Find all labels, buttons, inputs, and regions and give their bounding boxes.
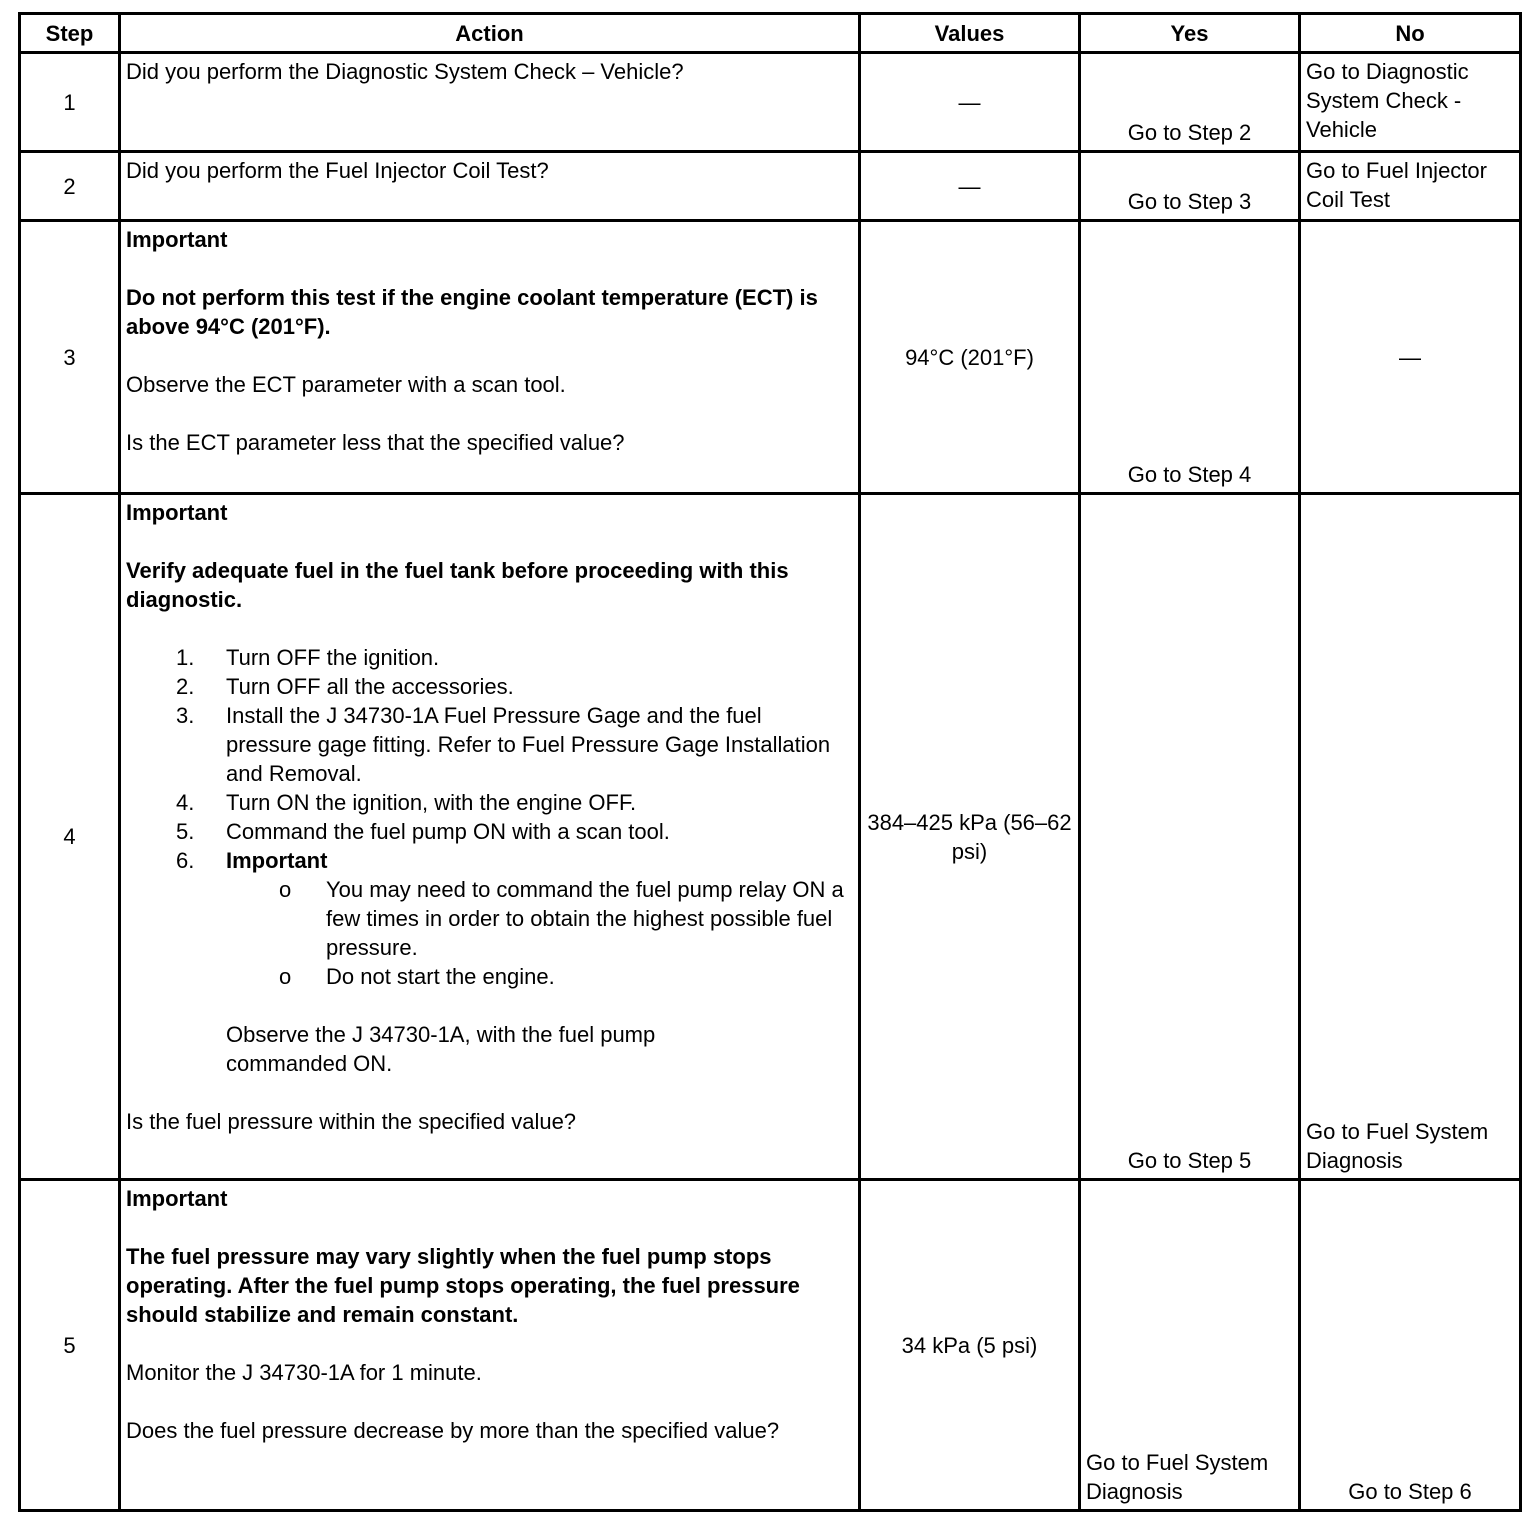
list-item: 3. Install the J 34730-1A Fuel Pressure Gage and the fuel pressure gage fitting. Refer to Fuel Pressure Gage Installation and Removal.: [176, 703, 831, 786]
action-cell: [120, 1180, 860, 1511]
sub-list: [126, 875, 853, 991]
yes-link[interactable]: Go to Step 5: [1080, 494, 1300, 1180]
table-row: [20, 494, 1521, 1180]
value: —: [860, 53, 1080, 152]
table-row: [20, 1180, 1521, 1511]
observe-text: Observe the J 34730-1A, with the fuel pump commanded ON.: [226, 1022, 656, 1076]
list-item: 6. Important o You may need to command the fuel pump relay ON a few times in order to obtain the highest possible fuel pressure. o Do not start the engine.: [126, 846, 853, 991]
instruction: Monitor the J 34730-1A for 1 minute.: [126, 1360, 482, 1385]
value: —: [860, 152, 1080, 221]
procedure-list: [126, 643, 853, 991]
important-label: Important: [126, 1186, 228, 1211]
step-number: 2: [20, 152, 120, 221]
action-text: Did you perform the Fuel Injector Coil Test?: [120, 152, 860, 221]
header-values: Values: [860, 14, 1080, 53]
question: Does the fuel pressure decrease by more than the specified value?: [126, 1418, 780, 1443]
sub-list-item: o You may need to command the fuel pump relay ON a few times in order to obtain the highest possible fuel pressure.: [279, 877, 844, 960]
yes-link[interactable]: Go to Step 2: [1080, 53, 1300, 152]
table-row: [20, 221, 1521, 494]
header-yes: Yes: [1080, 14, 1300, 53]
action-cell: [120, 494, 860, 1180]
list-item: 4. Turn ON the ignition, with the engine OFF.: [176, 790, 637, 815]
diagnostic-table: [18, 12, 1522, 1512]
sub-list-item: o Do not start the engine.: [279, 964, 555, 989]
yes-link[interactable]: Go to Step 4: [1080, 221, 1300, 494]
list-item: 2. Turn OFF all the accessories.: [176, 674, 514, 699]
list-item: 1. Turn OFF the ignition.: [176, 645, 440, 670]
no-link[interactable]: Go to Step 6: [1300, 1180, 1521, 1511]
step-number: 1: [20, 53, 120, 152]
yes-link[interactable]: Go to Step 3: [1080, 152, 1300, 221]
warning-text: Verify adequate fuel in the fuel tank before proceeding with this diagnostic.: [126, 558, 789, 612]
no-link[interactable]: Go to Fuel System Diagnosis: [1300, 494, 1521, 1180]
value: 34 kPa (5 psi): [860, 1180, 1080, 1511]
action-text: Did you perform the Diagnostic System Check – Vehicle?: [120, 53, 860, 152]
table-row: [20, 53, 1521, 152]
no-value: —: [1300, 221, 1521, 494]
important-label: Important: [126, 227, 228, 252]
important-label: Important: [126, 500, 228, 525]
no-link[interactable]: Go to Fuel Injector Coil Test: [1300, 152, 1521, 221]
header-row: [20, 14, 1521, 53]
header-step: Step: [20, 14, 120, 53]
warning-text: Do not perform this test if the engine coolant temperature (ECT) is above 94°C (201°F).: [126, 285, 818, 339]
value: 94°C (201°F): [860, 221, 1080, 494]
list-item: 5. Command the fuel pump ON with a scan tool.: [176, 819, 670, 844]
header-action: Action: [120, 14, 860, 53]
warning-text: The fuel pressure may vary slightly when the fuel pump stops operating. After the fuel pump stops operating, the fuel pressure should stabilize and remain constant.: [126, 1244, 800, 1327]
no-link[interactable]: Go to Diagnostic System Check - Vehicle: [1300, 53, 1521, 152]
question: Is the ECT parameter less that the specified value?: [126, 430, 625, 455]
question: Is the fuel pressure within the specified value?: [126, 1109, 577, 1134]
header-no: No: [1300, 14, 1521, 53]
instruction: Observe the ECT parameter with a scan tool.: [126, 372, 566, 397]
step-number: 5: [20, 1180, 120, 1511]
yes-link[interactable]: Go to Fuel System Diagnosis: [1080, 1180, 1300, 1511]
value: 384–425 kPa (56–62 psi): [860, 494, 1080, 1180]
table-row: [20, 152, 1521, 221]
step-number: 3: [20, 221, 120, 494]
step-number: 4: [20, 494, 120, 1180]
action-cell: [120, 221, 860, 494]
